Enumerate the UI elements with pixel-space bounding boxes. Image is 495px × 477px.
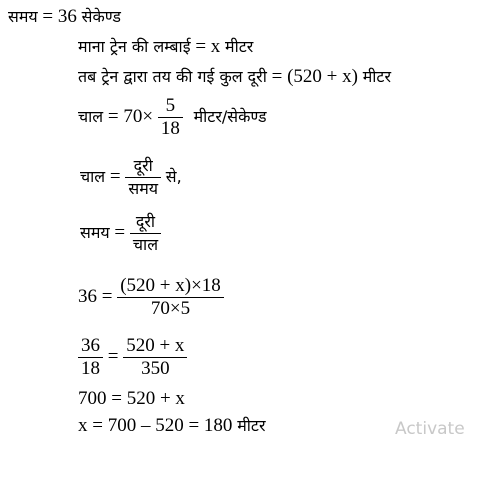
train-length-line — [78, 36, 253, 58]
substitution-fraction — [117, 276, 224, 319]
speed-formula-line — [80, 156, 182, 199]
fraction-numerator: 5 — [158, 96, 183, 118]
answer-expression: x = 700 – 520 = 180 — [78, 415, 233, 436]
fraction-denominator: चाल — [132, 235, 159, 254]
fraction-denominator: 70×5 — [150, 298, 191, 319]
equals-sign: = — [107, 345, 119, 367]
time-label: समय — [8, 7, 38, 26]
time-label: समय — [80, 222, 110, 242]
fraction-denominator: 18 — [81, 358, 100, 379]
equals-sign: = — [107, 105, 119, 127]
equals-sign: = — [109, 165, 121, 187]
distance-unit: मीटर — [362, 67, 392, 86]
assumption-text: माना ट्रेन की लम्बाई — [78, 37, 191, 56]
right-fraction — [123, 336, 187, 379]
fraction-denominator: 350 — [141, 358, 170, 379]
activate-watermark: Activate — [395, 419, 465, 439]
simplified-line — [78, 336, 187, 379]
speed-coefficient: 70× — [123, 105, 154, 127]
time-given-line — [8, 6, 121, 28]
equation-text: 700 = 520 + x — [78, 388, 185, 409]
distance-text: तब ट्रेन द्वारा तय की गई कुल दूरी — [78, 67, 267, 86]
speed-conversion-line — [78, 96, 267, 139]
equals-sign: = — [42, 6, 54, 27]
equals-sign: = — [195, 36, 207, 57]
speed-label: चाल — [80, 166, 106, 186]
cross-multiplied-line — [78, 388, 185, 410]
conversion-fraction — [158, 96, 183, 139]
time-value: 36 — [57, 6, 77, 27]
time-formula-line — [80, 212, 161, 255]
fraction-numerator: 36 — [78, 336, 103, 358]
answer-unit: मीटर — [237, 416, 266, 435]
speed-unit: मीटर/सेकेण्ड — [193, 106, 267, 126]
left-fraction — [78, 336, 103, 379]
substitution-line — [78, 276, 224, 319]
fraction-numerator: दूरी — [125, 156, 161, 178]
variable-x: x — [210, 36, 221, 57]
fraction-numerator: दूरी — [130, 212, 161, 234]
lhs-value: 36 — [78, 285, 97, 307]
distance-expression: (520 + x) — [287, 66, 358, 87]
formula-suffix: से, — [165, 166, 182, 186]
total-distance-line — [78, 66, 391, 88]
fraction-denominator: समय — [128, 179, 159, 198]
equals-sign: = — [114, 221, 126, 243]
equals-sign: = — [101, 285, 113, 307]
speed-formula-fraction — [125, 156, 161, 199]
time-formula-fraction — [130, 212, 161, 255]
fraction-numerator: 520 + x — [123, 336, 187, 358]
equals-sign: = — [271, 66, 283, 87]
time-unit: सेकेण्ड — [81, 7, 121, 26]
fraction-numerator: (520 + x)×18 — [117, 276, 224, 298]
answer-line — [78, 415, 266, 437]
fraction-denominator: 18 — [160, 118, 180, 139]
speed-label: चाल — [78, 106, 104, 126]
length-unit: मीटर — [225, 37, 254, 56]
